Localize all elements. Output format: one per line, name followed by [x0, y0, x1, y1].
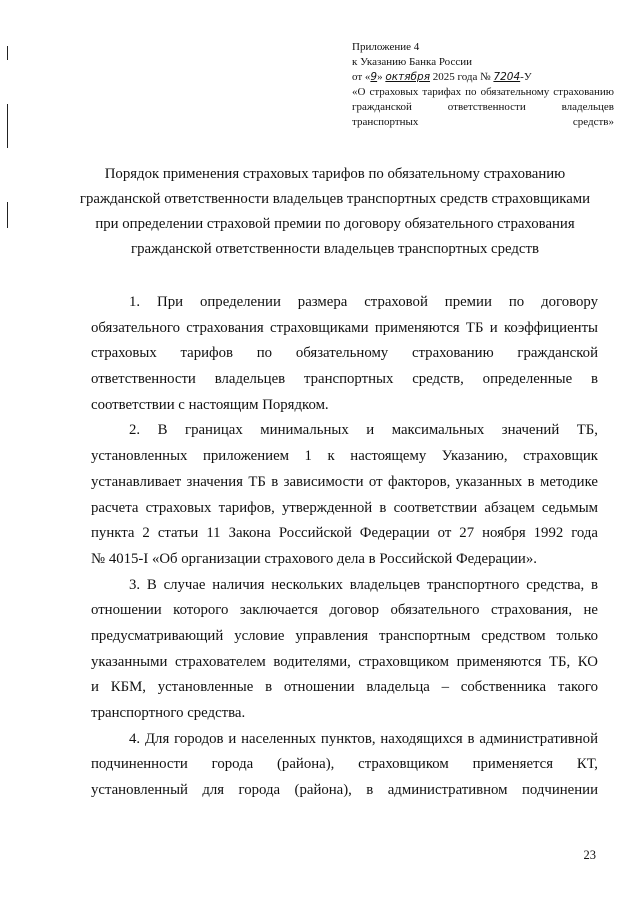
- paragraph-line: соответствии с настоящим Порядком.: [91, 396, 329, 413]
- scan-edge-mark-top: [7, 46, 8, 60]
- paragraph-4: [91, 727, 598, 804]
- paragraph-1: [91, 290, 598, 418]
- paragraph-line: 3. В случае наличия нескольких владельцев транспортного средства, в: [129, 576, 598, 593]
- date-suffix: года №: [454, 71, 494, 83]
- paragraph-line: ответственности владельцев транспортных средств, определенные в: [91, 371, 598, 388]
- paragraph-3: [91, 573, 598, 727]
- attachment-reference: к Указанию Банка России: [352, 56, 472, 68]
- paragraph-line: установленных приложением 1 к настоящему Указанию, страховщик: [91, 448, 598, 465]
- page-number: 23: [583, 848, 596, 862]
- paragraph-line: пункта 2 статьи 11 Закона Российской Федерации от 27 ноября 1992 года: [91, 525, 598, 542]
- title-line: гражданской ответственности владельцев транспортных средств: [131, 241, 539, 257]
- paragraph-line: установленный для города (района), в административном подчинении: [91, 782, 598, 799]
- paragraph-line: обязательного страхования страховщиками применяются ТБ и коэффициенты: [91, 319, 598, 336]
- order-suffix: -У: [520, 71, 532, 83]
- paragraph-line: и КБМ, установленные в отношении владельца – собственника такого: [91, 679, 598, 696]
- paragraph-line: страховых тарифов по обязательному страхованию гражданской: [91, 345, 598, 362]
- scan-edge-mark-lower: [7, 202, 8, 228]
- scan-edge-mark-middle: [7, 104, 8, 148]
- paragraph-line: 1. При определении размера страховой премии по договору: [129, 294, 598, 310]
- paragraph-line: предусматривающий условие управления транспортным средством только: [91, 627, 598, 644]
- title-line: гражданской ответственности владельцев транспортных средств страховщиками: [79, 191, 591, 207]
- attachment-subject: «О страховых тарифах по обязательному страхованию гражданской ответственности владельцев транспортных средств»: [352, 86, 614, 128]
- document-title: [70, 162, 600, 262]
- date-mid: »: [377, 71, 386, 83]
- paragraph-line: указанными страхователем водителями, страховщиком применяются ТБ, КО: [91, 653, 598, 670]
- paragraph-line: 2. В границах минимальных и максимальных значений ТБ,: [129, 422, 598, 439]
- paragraph-line: 4. Для городов и населенных пунктов, находящихся в административной: [129, 730, 598, 747]
- attachment-line: Приложение 4: [352, 41, 420, 53]
- title-line: Порядок применения страховых тарифов по обязательному страхованию: [104, 166, 566, 182]
- attachment-date-line: [352, 70, 614, 85]
- paragraph-line: отношении которого заключается договор обязательного страхования, не: [91, 602, 598, 619]
- order-number-handwritten: 7204: [493, 71, 521, 83]
- date-prefix: от «: [352, 71, 371, 83]
- title-line: при определении страховой премии по договору обязательного страхования: [95, 216, 575, 232]
- date-day-handwritten: 9: [370, 71, 378, 83]
- paragraph-line: устанавливает значения ТБ в зависимости от факторов, указанных в методике: [91, 473, 598, 490]
- paragraph-line: подчиненности города (района), страховщиком применяется КТ,: [91, 756, 598, 773]
- paragraph-line: № 4015-I «Об организации страхового дела в Российской Федерации».: [91, 550, 537, 567]
- paragraph-2: [91, 418, 598, 572]
- document-body: [91, 290, 598, 804]
- date-month-handwritten: октября: [385, 71, 431, 83]
- date-year: 2025: [430, 71, 455, 83]
- attachment-block: [352, 40, 614, 130]
- paragraph-line: расчета страховых тарифов, утвержденной в соответствии абзацем седьмым: [91, 499, 598, 516]
- paragraph-line: транспортного средства.: [91, 705, 246, 721]
